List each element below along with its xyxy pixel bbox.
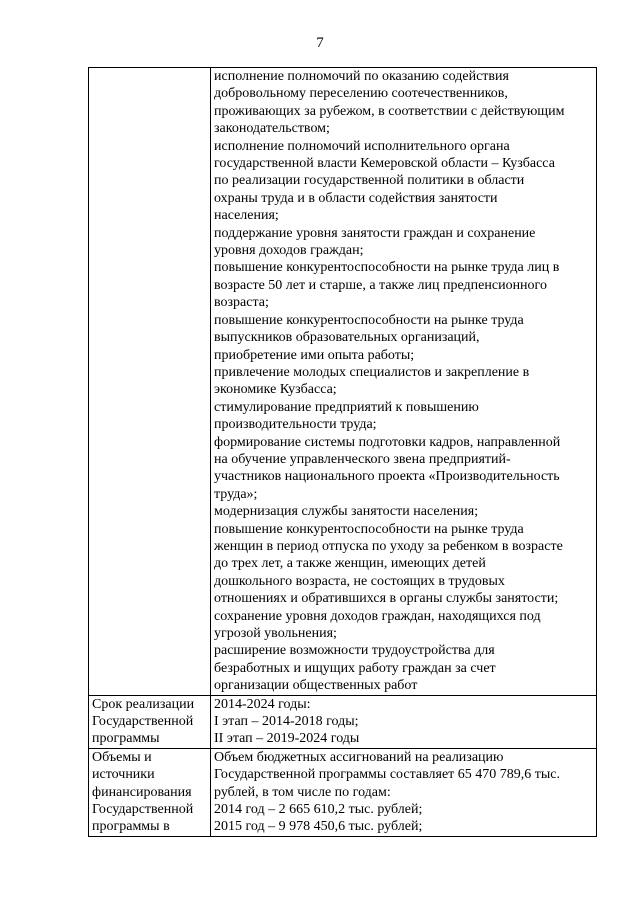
row-content-cell [211,695,597,748]
label-line: Государственной [92,802,194,818]
table-row [89,748,597,836]
row-label-cell [89,748,211,836]
content-line: формирование системы подготовки кадров, направленной [214,434,561,450]
content-line: стимулирование предприятий к повышению [214,399,479,415]
content-line: населения; [214,208,279,224]
content-line: исполнение полномочий исполнительного органа [214,138,510,154]
content-line: отношениях и обратившихся в органы службы занятости; [214,591,559,607]
label-line: источники [92,767,155,783]
label-line: Государственной [92,714,194,730]
content-line: модернизация службы занятости населения; [214,504,479,520]
content-line: расширение возможности трудоустройства для [214,643,495,659]
content-line: Объем бюджетных ассигнований на реализацию [214,749,504,765]
label-line: программы в [92,819,170,835]
content-line: дошкольного возраста, не состоящих в трудовых [214,573,505,589]
content-line: труда»; [214,486,258,502]
table-row [89,695,597,748]
page-number: 7 [316,35,324,51]
content-line: возрасте 50 лет и старше, а также лиц предпенсионного [214,277,547,293]
content-line: организации общественных работ [214,678,418,694]
content-line: 2015 год – 9 978 450,6 тыс. рублей; [214,819,423,835]
table-body [89,68,597,837]
content-line: повышение конкурентоспособности на рынке труда лиц в [214,260,560,276]
content-line: приобретение ими опыта работы; [214,347,415,363]
content-line: I этап – 2014-2018 годы; [214,714,359,730]
content-line: на обучение управленческого звена предприятий- [214,451,511,467]
content-line: государственной власти Кемеровской области – Кузбасса [214,156,555,172]
content-line: экономике Кузбасса; [214,382,337,398]
content-line: повышение конкурентоспособности на рынке труда [214,312,524,328]
content-line: участников национального проекта «Производительность [214,469,560,485]
content-line: поддержание уровня занятости граждан и сохранение [214,225,536,241]
row-content-cell [211,748,597,836]
content-line: исполнение полномочий по оказанию содействия [214,69,509,84]
content-line: возраста; [214,295,269,311]
row-label-cell [89,68,211,696]
row-content-cell [211,68,597,696]
content-line: повышение конкурентоспособности на рынке труда [214,521,524,537]
label-line: программы [92,731,160,747]
row-label-cell [89,695,211,748]
label-line: финансирования [92,784,192,800]
label-line: Объемы и [92,749,152,765]
content-line: выпускников образовательных организаций, [214,330,480,346]
content-line: II этап – 2019-2024 годы [214,731,360,747]
content-line: Государственной программы составляет 65 470 789,6 тыс. [214,767,561,783]
content-line: сохранение уровня доходов граждан, находящихся под [214,608,541,624]
content-line: уровня доходов граждан; [214,243,364,259]
content-line: рублей, в том числе по годам: [214,784,391,800]
content-line: до трех лет, а также женщин, имеющих детей [214,556,486,572]
content-line: угрозой увольнения; [214,626,337,641]
content-line: охраны труда и в области содействия занятости [214,190,498,206]
content-line: законодательством; [214,121,330,137]
table-row [89,68,597,696]
content-line: 2014 год – 2 665 610,2 тыс. рублей; [214,802,423,818]
passport-table [88,67,597,837]
content-line: 2014-2024 годы: [214,696,311,712]
content-line: проживающих за рубежом, в соответствии с действующим [214,103,565,119]
content-line: безработных и ищущих работу граждан за счет [214,660,496,676]
content-line: по реализации государственной политики в области [214,173,525,189]
content-line: добровольному переселению соотечественников, [214,86,508,102]
content-line: производительности труда; [214,417,377,433]
content-line: привлечение молодых специалистов и закрепление в [214,364,530,380]
content-line: женщин в период отпуска по уходу за ребенком в возрасте [214,538,563,554]
label-line: Срок реализации [92,696,195,712]
